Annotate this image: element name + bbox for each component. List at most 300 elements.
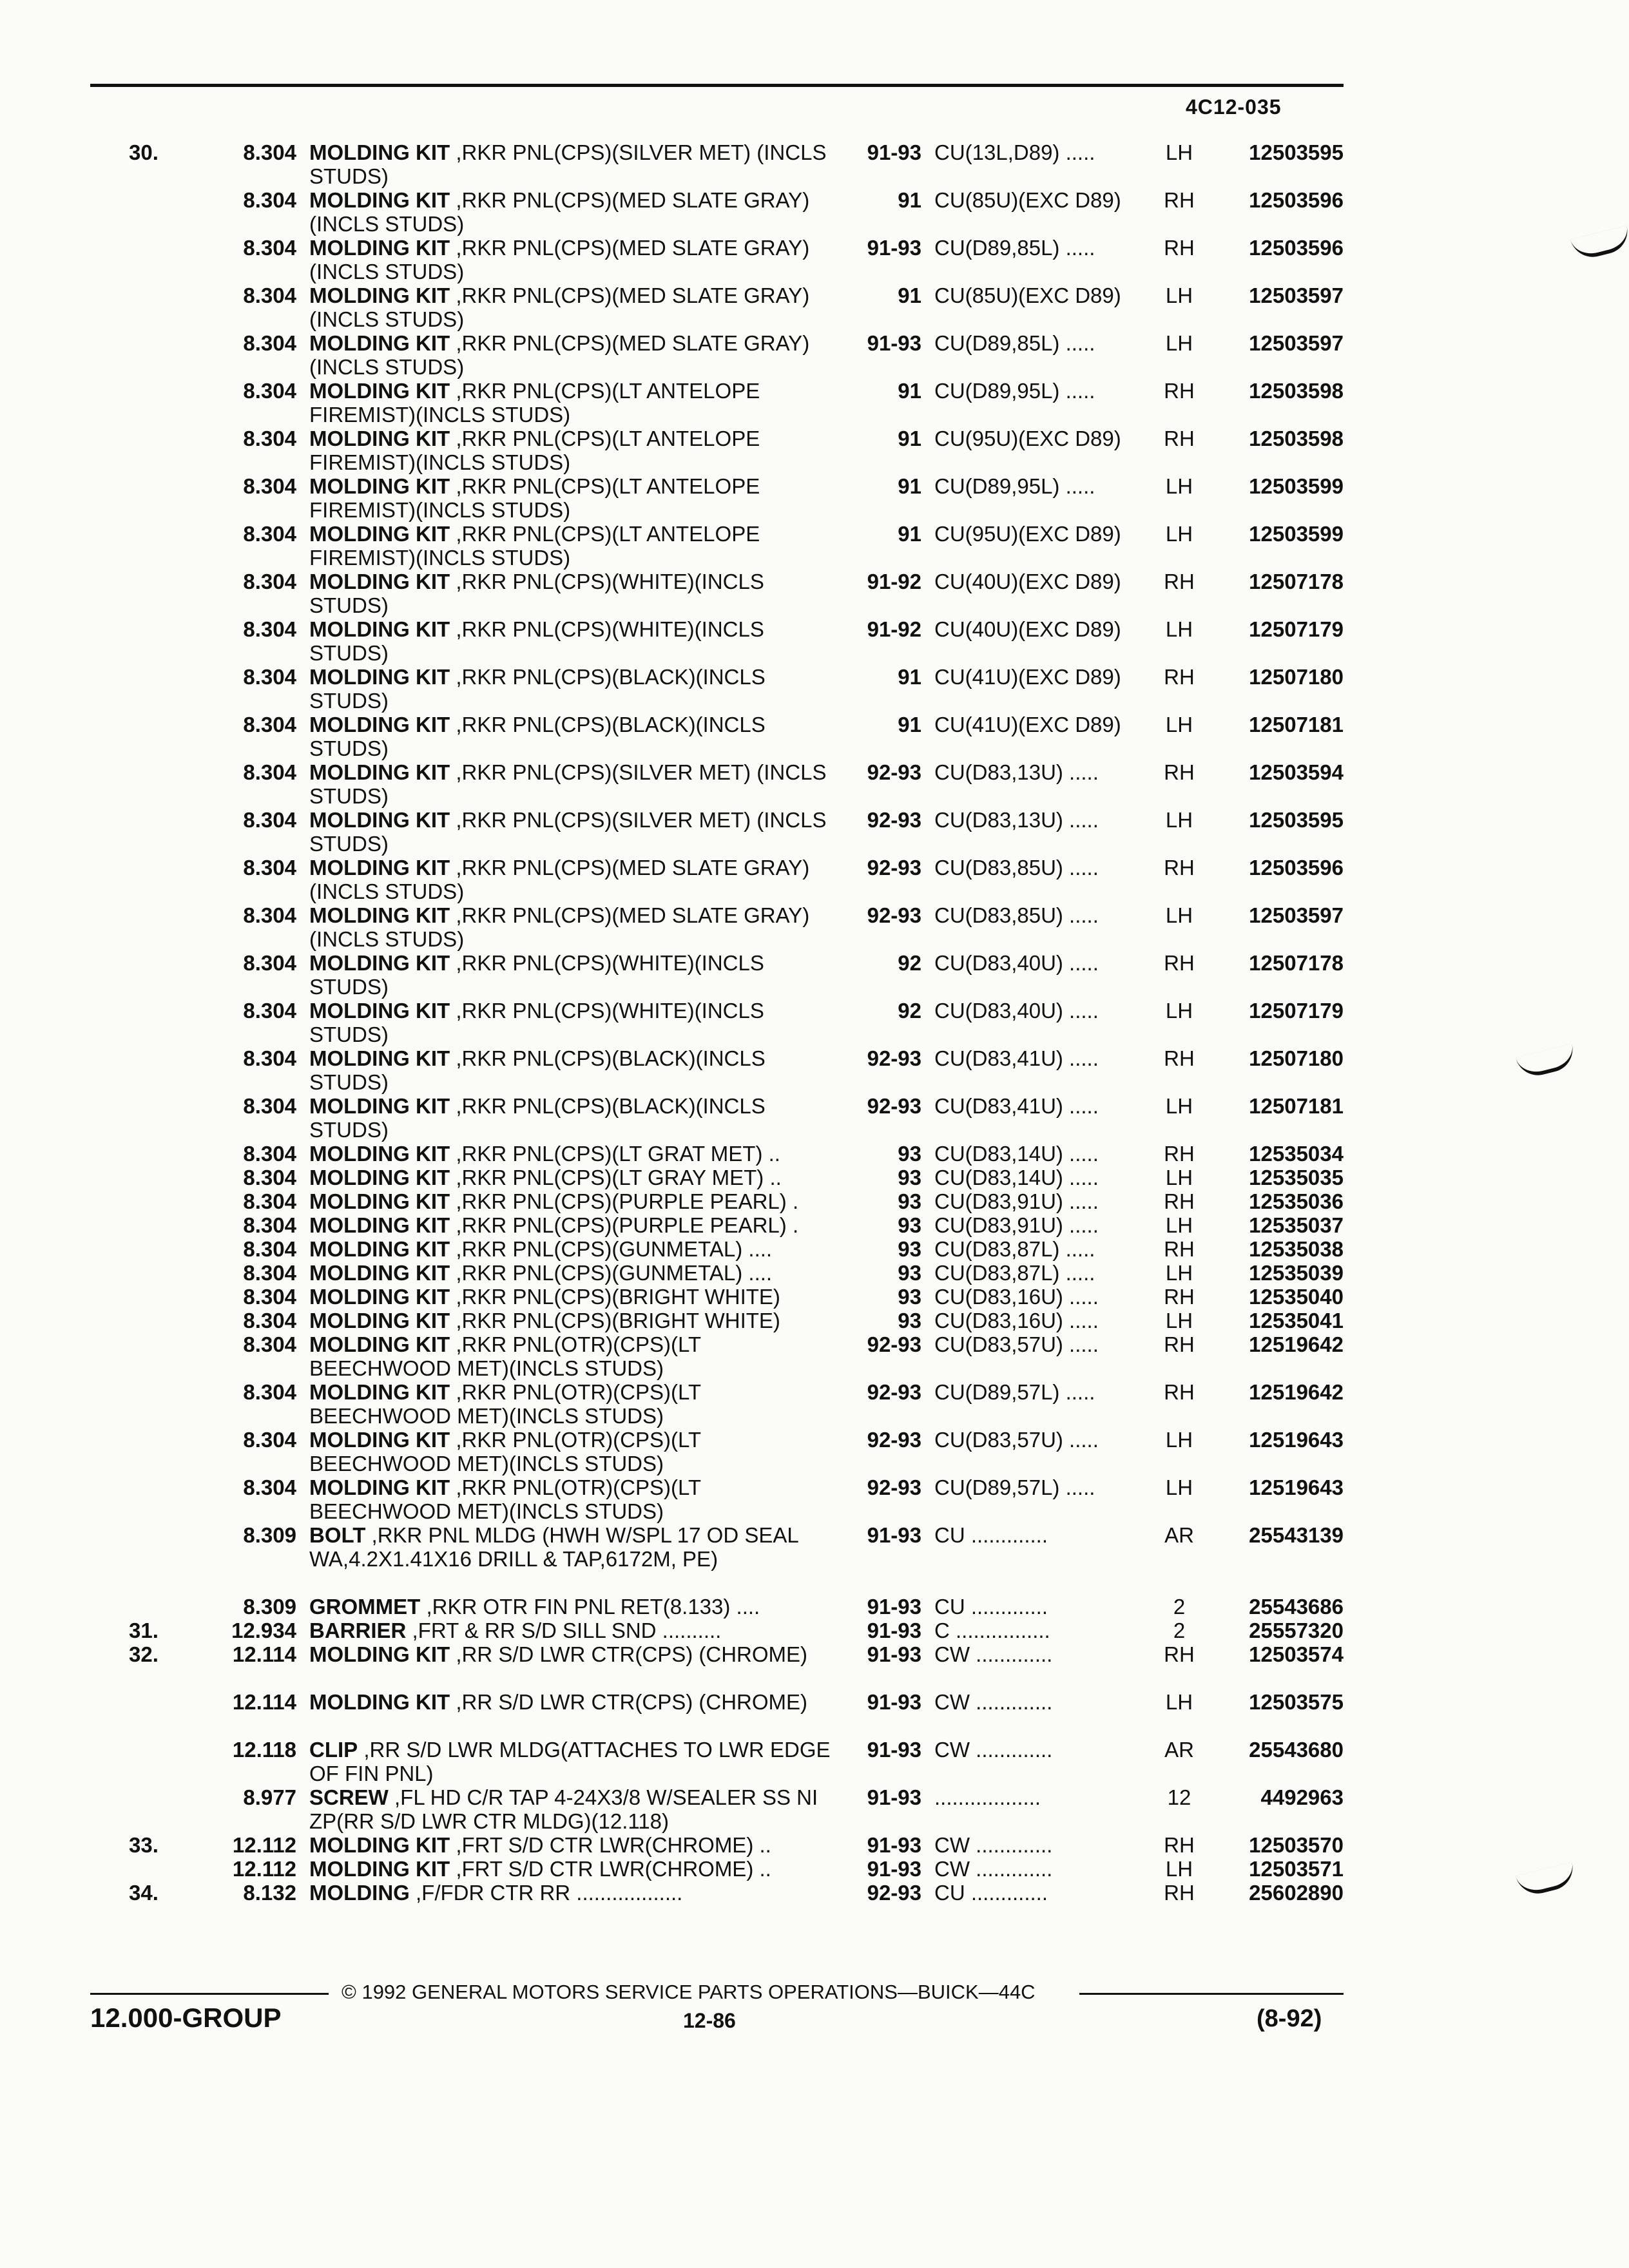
quantity: LH <box>1165 808 1193 832</box>
part-number: 12503597 <box>1249 903 1344 927</box>
part-name: SCREW <box>309 1785 389 1809</box>
part-row <box>0 1523 1629 1595</box>
description <box>309 474 838 522</box>
part-number: 25543680 <box>1249 1738 1344 1762</box>
part-name: MOLDING KIT <box>309 1213 450 1237</box>
part-detail: ,RKR PNL(CPS)(MED SLATE GRAY)(INCLS STUDS) <box>309 236 810 284</box>
group-number: 8.304 <box>243 617 296 641</box>
part-name: BARRIER <box>309 1619 407 1642</box>
part-name: MOLDING KIT <box>309 1094 450 1118</box>
description <box>309 1285 838 1309</box>
description <box>309 331 838 379</box>
part-number: 12503575 <box>1249 1690 1344 1714</box>
part-number: 12503574 <box>1249 1642 1344 1666</box>
quantity: LH <box>1165 903 1193 927</box>
group-number: 8.304 <box>243 522 296 546</box>
group-number: 12.112 <box>232 1857 296 1881</box>
application: CU(D83,57U) ..... <box>934 1428 1099 1452</box>
application: CU(40U)(EXC D89) <box>934 570 1121 593</box>
description <box>309 379 838 427</box>
group-number: 8.304 <box>243 1285 296 1309</box>
description <box>309 236 838 284</box>
part-row <box>0 570 1629 617</box>
application: CU(41U)(EXC D89) <box>934 665 1121 689</box>
group-number: 8.304 <box>243 856 296 879</box>
part-name: MOLDING KIT <box>309 1642 450 1666</box>
description <box>309 1309 838 1332</box>
application: CU(95U)(EXC D89) <box>934 427 1121 450</box>
group-number: 8.304 <box>243 570 296 593</box>
part-detail: ,RR S/D LWR CTR(CPS) (CHROME) <box>456 1690 808 1714</box>
footer-rule-right <box>1079 1993 1344 1995</box>
ref-number: 31. <box>129 1619 159 1642</box>
model-years: 91 <box>898 474 921 498</box>
group-number: 8.309 <box>243 1523 296 1547</box>
part-detail: ,FRT S/D CTR LWR(CHROME) .. <box>456 1857 771 1881</box>
group-number: 8.304 <box>243 1380 296 1404</box>
group-number: 8.304 <box>243 1475 296 1499</box>
part-name: MOLDING KIT <box>309 903 450 927</box>
part-detail: ,RKR OTR FIN PNL RET(8.133) .... <box>426 1595 760 1619</box>
part-name: CLIP <box>309 1738 358 1762</box>
description <box>309 1380 838 1428</box>
part-number: 12535034 <box>1249 1142 1344 1166</box>
description <box>309 951 838 999</box>
part-detail: ,RKR PNL(CPS)(BRIGHT WHITE) <box>456 1309 780 1332</box>
part-detail: ,RKR PNL(OTR)(CPS)(LT BEECHWOOD MET)(INCLS STUDS) <box>309 1475 701 1523</box>
part-detail: ,RKR PNL(CPS)(BLACK)(INCLS STUDS) <box>309 665 766 713</box>
application: CU(D83,91U) ..... <box>934 1189 1099 1213</box>
model-years: 91-93 <box>867 1857 921 1881</box>
application: CU(D83,57U) ..... <box>934 1332 1099 1356</box>
quantity: RH <box>1164 379 1195 403</box>
part-number: 12503596 <box>1249 856 1344 879</box>
group-label: 12.000-GROUP <box>90 2003 282 2033</box>
part-row <box>0 760 1629 808</box>
part-name: MOLDING KIT <box>309 856 450 879</box>
part-name: MOLDING KIT <box>309 236 450 260</box>
description <box>309 1213 838 1237</box>
part-detail: ,RKR PNL(CPS)(LT ANTELOPE FIREMIST)(INCLS STUDS) <box>309 379 760 427</box>
group-number: 8.304 <box>243 236 296 260</box>
part-detail: ,RKR PNL(CPS)(WHITE)(INCLS STUDS) <box>309 999 764 1046</box>
part-number: 12503599 <box>1249 522 1344 546</box>
part-row <box>0 331 1629 379</box>
quantity: RH <box>1164 427 1195 450</box>
quantity: LH <box>1165 140 1193 164</box>
part-row <box>0 1261 1629 1285</box>
quantity: RH <box>1164 1237 1195 1261</box>
part-number: 25557320 <box>1249 1619 1344 1642</box>
part-row <box>0 665 1629 713</box>
part-detail: ,RKR PNL(CPS)(LT ANTELOPE FIREMIST)(INCLS STUDS) <box>309 522 760 570</box>
part-detail: ,RKR PNL(CPS)(BLACK)(INCLS STUDS) <box>309 713 766 760</box>
part-name: MOLDING KIT <box>309 522 450 546</box>
part-number: 12507180 <box>1249 665 1344 689</box>
quantity: LH <box>1165 1261 1193 1285</box>
part-name: MOLDING KIT <box>309 1833 450 1857</box>
part-detail: ,RKR PNL(CPS)(LT ANTELOPE FIREMIST)(INCLS STUDS) <box>309 474 760 522</box>
revision-date: (8-92) <box>1257 2005 1322 2032</box>
group-number: 8.304 <box>243 1428 296 1452</box>
part-row <box>0 140 1629 188</box>
application: CU(95U)(EXC D89) <box>934 522 1121 546</box>
quantity: LH <box>1165 1166 1193 1189</box>
part-row <box>0 903 1629 951</box>
quantity: RH <box>1164 760 1195 784</box>
model-years: 91-93 <box>867 331 921 355</box>
group-number: 8.304 <box>243 999 296 1023</box>
quantity: LH <box>1165 284 1193 307</box>
part-row <box>0 1380 1629 1428</box>
part-row <box>0 1309 1629 1332</box>
group-number: 8.304 <box>243 1309 296 1332</box>
part-number: 4492963 <box>1260 1785 1344 1809</box>
part-detail: ,RR S/D LWR MLDG(ATTACHES TO LWR EDGE OF FIN PNL) <box>309 1738 831 1785</box>
quantity: RH <box>1164 1833 1195 1857</box>
application: CU(D89,95L) ..... <box>934 474 1095 498</box>
application: CU(85U)(EXC D89) <box>934 284 1121 307</box>
part-number: 12503594 <box>1249 760 1344 784</box>
model-years: 92 <box>898 999 921 1023</box>
quantity: LH <box>1165 617 1193 641</box>
part-name: MOLDING KIT <box>309 1046 450 1070</box>
part-detail: ,RKR PNL(OTR)(CPS)(LT BEECHWOOD MET)(INCLS STUDS) <box>309 1332 701 1380</box>
application: CU ............. <box>934 1523 1048 1547</box>
part-detail: ,F/FDR CTR RR .................. <box>416 1881 683 1905</box>
part-row <box>0 1213 1629 1237</box>
group-number: 8.977 <box>243 1785 296 1809</box>
part-name: MOLDING KIT <box>309 1261 450 1285</box>
quantity: RH <box>1164 1881 1195 1905</box>
description <box>309 1857 838 1881</box>
quantity: AR <box>1164 1523 1194 1547</box>
part-number: 12535038 <box>1249 1237 1344 1261</box>
model-years: 92-93 <box>867 1332 921 1356</box>
model-years: 91-93 <box>867 236 921 260</box>
part-detail: ,RKR PNL(CPS)(PURPLE PEARL) . <box>456 1189 799 1213</box>
application: CU(D89,57L) ..... <box>934 1380 1095 1404</box>
part-detail: ,RKR PNL(CPS)(SILVER MET) (INCLS STUDS) <box>309 760 827 808</box>
quantity: 2 <box>1173 1595 1186 1619</box>
description <box>309 1690 838 1714</box>
part-detail: ,RKR PNL(CPS)(LT ANTELOPE FIREMIST)(INCLS STUDS) <box>309 427 760 474</box>
part-detail: ,RKR PNL(CPS)(WHITE)(INCLS STUDS) <box>309 570 764 617</box>
part-name: MOLDING KIT <box>309 760 450 784</box>
part-row <box>0 474 1629 522</box>
part-row <box>0 713 1629 760</box>
description <box>309 1642 838 1666</box>
part-number: 12519642 <box>1249 1332 1344 1356</box>
group-number: 8.304 <box>243 1261 296 1285</box>
quantity: LH <box>1165 999 1193 1023</box>
model-years: 92-93 <box>867 1428 921 1452</box>
description <box>309 713 838 760</box>
part-number: 12535036 <box>1249 1189 1344 1213</box>
group-number: 12.934 <box>231 1619 296 1642</box>
part-number: 12503597 <box>1249 331 1344 355</box>
part-number: 12507178 <box>1249 951 1344 975</box>
group-number: 8.304 <box>243 1237 296 1261</box>
quantity: LH <box>1165 331 1193 355</box>
group-number: 8.304 <box>243 140 296 164</box>
part-name: MOLDING KIT <box>309 1285 450 1309</box>
part-row <box>0 427 1629 474</box>
description <box>309 1475 838 1523</box>
group-number: 8.304 <box>243 760 296 784</box>
part-detail: ,FRT S/D CTR LWR(CHROME) .. <box>456 1833 771 1857</box>
part-detail: ,RKR PNL(CPS)(SILVER MET) (INCLS STUDS) <box>309 808 827 856</box>
model-years: 91-93 <box>867 140 921 164</box>
quantity: LH <box>1165 1857 1193 1881</box>
quantity: LH <box>1165 1094 1193 1118</box>
part-detail: ,RKR PNL(OTR)(CPS)(LT BEECHWOOD MET)(INCLS STUDS) <box>309 1428 701 1475</box>
part-row <box>0 1046 1629 1094</box>
model-years: 93 <box>898 1261 921 1285</box>
group-number: 8.304 <box>243 1332 296 1356</box>
part-row <box>0 999 1629 1046</box>
quantity: RH <box>1164 1046 1195 1070</box>
quantity: RH <box>1164 1142 1195 1166</box>
part-detail: ,RKR PNL(CPS)(MED SLATE GRAY)(INCLS STUDS) <box>309 856 810 903</box>
description <box>309 1523 838 1571</box>
description <box>309 999 838 1046</box>
application: CU(D89,85L) ..... <box>934 331 1095 355</box>
group-number: 8.304 <box>243 1046 296 1070</box>
part-detail: ,RKR PNL(CPS)(SILVER MET) (INCLS STUDS) <box>309 140 827 188</box>
description <box>309 1094 838 1142</box>
application: CU(D83,91U) ..... <box>934 1213 1099 1237</box>
part-name: MOLDING KIT <box>309 379 450 403</box>
part-row <box>0 1332 1629 1380</box>
application: C ................ <box>934 1619 1050 1642</box>
model-years: 92-93 <box>867 903 921 927</box>
part-row <box>0 1690 1629 1738</box>
description <box>309 284 838 331</box>
part-row <box>0 1857 1629 1881</box>
part-name: MOLDING KIT <box>309 1380 450 1404</box>
part-number: 12507181 <box>1249 1094 1344 1118</box>
top-rule <box>90 84 1344 87</box>
part-name: MOLDING KIT <box>309 1309 450 1332</box>
part-number: 12535040 <box>1249 1285 1344 1309</box>
application: CW ............. <box>934 1833 1053 1857</box>
part-row <box>0 1595 1629 1619</box>
model-years: 93 <box>898 1166 921 1189</box>
part-detail: ,RKR PNL(CPS)(MED SLATE GRAY)(INCLS STUDS) <box>309 903 810 951</box>
group-number: 8.304 <box>243 808 296 832</box>
group-number: 8.304 <box>243 665 296 689</box>
description <box>309 808 838 856</box>
part-name: MOLDING KIT <box>309 427 450 450</box>
part-number: 12503595 <box>1249 140 1344 164</box>
part-name: MOLDING KIT <box>309 570 450 593</box>
part-number: 25543139 <box>1249 1523 1344 1547</box>
description <box>309 570 838 617</box>
part-number: 12507179 <box>1249 999 1344 1023</box>
part-name: MOLDING KIT <box>309 140 450 164</box>
part-name: MOLDING KIT <box>309 1857 450 1881</box>
application: CU(85U)(EXC D89) <box>934 188 1121 212</box>
part-number: 12519642 <box>1249 1380 1344 1404</box>
description <box>309 903 838 951</box>
quantity: RH <box>1164 570 1195 593</box>
page-number: 12-86 <box>683 2009 736 2032</box>
description <box>309 1142 838 1166</box>
part-row <box>0 188 1629 236</box>
quantity: RH <box>1164 665 1195 689</box>
part-row <box>0 951 1629 999</box>
model-years: 92-93 <box>867 856 921 879</box>
application: CU(D83,85U) ..... <box>934 856 1099 879</box>
part-name: MOLDING KIT <box>309 713 450 736</box>
part-detail: ,FRT & RR S/D SILL SND .......... <box>412 1619 722 1642</box>
model-years: 91-93 <box>867 1833 921 1857</box>
model-years: 91-93 <box>867 1595 921 1619</box>
part-number: 12503570 <box>1249 1833 1344 1857</box>
model-years: 91-93 <box>867 1642 921 1666</box>
description <box>309 1595 838 1619</box>
model-years: 92-93 <box>867 808 921 832</box>
part-number: 12507180 <box>1249 1046 1344 1070</box>
part-number: 12519643 <box>1249 1475 1344 1499</box>
part-row <box>0 1166 1629 1189</box>
description <box>309 1785 838 1833</box>
model-years: 91 <box>898 379 921 403</box>
application: CU(D89,85L) ..... <box>934 236 1095 260</box>
part-number: 12507179 <box>1249 617 1344 641</box>
model-years: 92-93 <box>867 1881 921 1905</box>
part-name: MOLDING KIT <box>309 331 450 355</box>
model-years: 91 <box>898 427 921 450</box>
group-number: 8.304 <box>243 284 296 307</box>
part-number: 12503599 <box>1249 474 1344 498</box>
part-detail: ,RKR PNL(CPS)(MED SLATE GRAY)(INCLS STUDS) <box>309 188 810 236</box>
part-name: MOLDING KIT <box>309 665 450 689</box>
quantity: RH <box>1164 188 1195 212</box>
application: CU(D89,95L) ..... <box>934 379 1095 403</box>
application: CU(41U)(EXC D89) <box>934 713 1121 736</box>
description <box>309 1237 838 1261</box>
quantity: RH <box>1164 1285 1195 1309</box>
part-number: 12519643 <box>1249 1428 1344 1452</box>
description <box>309 1332 838 1380</box>
part-name: MOLDING KIT <box>309 808 450 832</box>
application: CU(D83,40U) ..... <box>934 951 1099 975</box>
model-years: 93 <box>898 1285 921 1309</box>
quantity: LH <box>1165 522 1193 546</box>
part-number: 25543686 <box>1249 1595 1344 1619</box>
part-detail: ,RKR PNL(CPS)(LT GRAY MET) .. <box>456 1166 782 1189</box>
part-name: MOLDING KIT <box>309 1142 450 1166</box>
part-name: MOLDING KIT <box>309 951 450 975</box>
part-detail: ,RKR PNL(CPS)(WHITE)(INCLS STUDS) <box>309 951 764 999</box>
part-name: MOLDING KIT <box>309 284 450 307</box>
description <box>309 617 838 665</box>
group-number: 12.114 <box>232 1642 296 1666</box>
part-name: MOLDING <box>309 1881 410 1905</box>
part-detail: ,RKR PNL(CPS)(BRIGHT WHITE) <box>456 1285 780 1309</box>
model-years: 91-93 <box>867 1738 921 1762</box>
description <box>309 188 838 236</box>
part-number: 12535037 <box>1249 1213 1344 1237</box>
part-number: 12503597 <box>1249 284 1344 307</box>
model-years: 91 <box>898 665 921 689</box>
part-name: MOLDING KIT <box>309 1475 450 1499</box>
description <box>309 1189 838 1213</box>
part-row <box>0 1738 1629 1785</box>
quantity: RH <box>1164 1380 1195 1404</box>
part-row <box>0 522 1629 570</box>
quantity: RH <box>1164 1642 1195 1666</box>
part-number: 12503596 <box>1249 188 1344 212</box>
footer-rule-left <box>90 1993 329 1995</box>
model-years: 91-92 <box>867 617 921 641</box>
part-name: GROMMET <box>309 1595 421 1619</box>
model-years: 92-93 <box>867 1094 921 1118</box>
group-number: 12.114 <box>232 1690 296 1714</box>
group-number: 8.304 <box>243 188 296 212</box>
application: CW ............. <box>934 1857 1053 1881</box>
description <box>309 665 838 713</box>
part-row <box>0 284 1629 331</box>
part-detail: ,RKR PNL(CPS)(BLACK)(INCLS STUDS) <box>309 1046 766 1094</box>
model-years: 93 <box>898 1237 921 1261</box>
application: CU(D83,85U) ..... <box>934 903 1099 927</box>
model-years: 91 <box>898 713 921 736</box>
group-number: 8.304 <box>243 713 296 736</box>
group-number: 8.304 <box>243 427 296 450</box>
application: CU(D83,16U) ..... <box>934 1285 1099 1309</box>
part-row <box>0 1619 1629 1642</box>
part-detail: ,FL HD C/R TAP 4-24X3/8 W/SEALER SS NI ZP(RR S/D LWR CTR MLDG)(12.118) <box>309 1785 818 1833</box>
description <box>309 1833 838 1857</box>
application: .................. <box>934 1785 1041 1809</box>
part-name: MOLDING KIT <box>309 474 450 498</box>
part-number: 12503596 <box>1249 236 1344 260</box>
model-years: 93 <box>898 1189 921 1213</box>
model-years: 92-93 <box>867 760 921 784</box>
group-number: 8.304 <box>243 1166 296 1189</box>
description <box>309 1046 838 1094</box>
description <box>309 1428 838 1475</box>
group-number: 12.118 <box>232 1738 296 1762</box>
application: CU(D83,87L) ..... <box>934 1237 1095 1261</box>
part-row <box>0 1285 1629 1309</box>
group-number: 8.304 <box>243 1094 296 1118</box>
application: CU(D83,40U) ..... <box>934 999 1099 1023</box>
application: CU(D83,87L) ..... <box>934 1261 1095 1285</box>
quantity: LH <box>1165 1309 1193 1332</box>
part-row <box>0 236 1629 284</box>
part-row <box>0 1094 1629 1142</box>
part-number: 12507181 <box>1249 713 1344 736</box>
application: CW ............. <box>934 1642 1053 1666</box>
part-name: MOLDING KIT <box>309 188 450 212</box>
description <box>309 1619 838 1642</box>
part-detail: ,RKR PNL(CPS)(WHITE)(INCLS STUDS) <box>309 617 764 665</box>
part-detail: ,RKR PNL(CPS)(PURPLE PEARL) . <box>456 1213 799 1237</box>
quantity: LH <box>1165 713 1193 736</box>
model-years: 92-93 <box>867 1046 921 1070</box>
model-years: 92 <box>898 951 921 975</box>
application: CU(40U)(EXC D89) <box>934 617 1121 641</box>
ref-number: 32. <box>129 1642 159 1666</box>
part-number: 12535035 <box>1249 1166 1344 1189</box>
quantity: 2 <box>1173 1619 1186 1642</box>
ref-number: 30. <box>129 140 159 164</box>
copyright: © 1992 GENERAL MOTORS SERVICE PARTS OPERATIONS—BUICK—44C <box>342 1981 1036 2003</box>
